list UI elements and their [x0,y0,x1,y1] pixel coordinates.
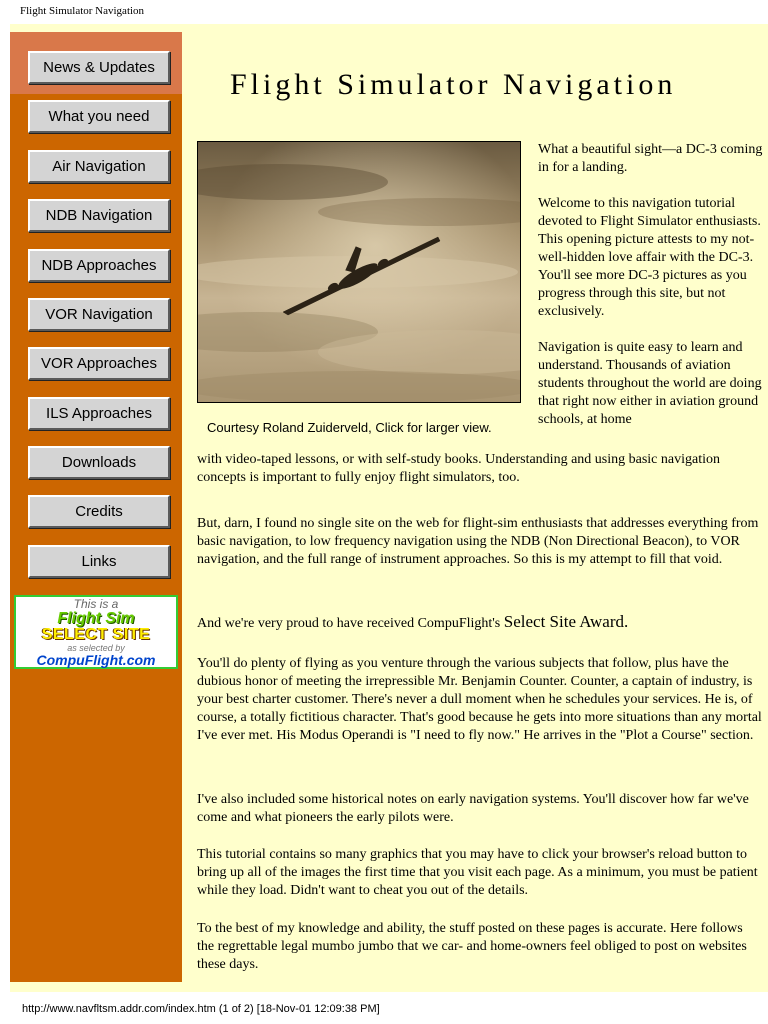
paragraph-no-single-site: But, darn, I found no single site on the web for flight-sim enthusiasts that addresses everything from basic navigation, to low frequency navigation using the NDB (Non Directional Beacon), to VOR navigation, and the full range of instrument approaches. So this is my attempt to fill that void. [197,516,759,567]
award-line-2: Flight Sim [57,610,135,627]
intro-paragraph-3-continued: with video-taped lessons, or with self-study books. Understanding and using basic navigation concepts is important to fully enjoy flight simulators, too. [197,452,720,485]
paragraph-legal: To the best of my knowledge and ability, the stuff posted on these pages is accurate. Here follows the regrettable legal mumbo jumbo that we car- and home-owners feel obliged to post on websites these days. [197,921,747,972]
paragraph-historical-notes: I've also included some historical notes on early navigation systems. You'll discover how far we've come and what pioneers the early pilots were. [197,792,749,825]
dc3-photo-link[interactable] [197,141,521,403]
select-site-award-link[interactable]: Select Site Award. [503,612,629,631]
photo-caption: Courtesy Roland Zuiderveld, Click for larger view. [207,420,492,435]
nav-downloads-button[interactable]: Downloads [28,446,170,479]
paragraph-graphics-reload: This tutorial contains so many graphics that you may have to click your browser's reload button to bring up all of the images the first time that you visit each page. As a minimum, you must be patient while they load. Didn't want to cheat you out of the details. [197,847,758,898]
intro-paragraph-2: Welcome to this navigation tutorial devoted to Flight Simulator enthusiasts. This opening picture attests to my not-well-hidden love affair with the DC-3. You'll see more DC-3 pictures as you progress through this site, but not exclusively. [538,196,761,319]
nav-air-navigation-button[interactable]: Air Navigation [28,150,170,183]
award-line-5: CompuFlight.com [36,652,156,668]
nav-ndb-navigation-button[interactable]: NDB Navigation [28,199,170,232]
page [10,24,768,992]
award-line-3: SELECT SITE [41,626,151,643]
award-line-4: as selected by [67,643,125,653]
nav-vor-approaches-button[interactable]: VOR Approaches [28,347,170,380]
paragraph-award [197,613,762,633]
nav-credits-button[interactable]: Credits [28,495,170,528]
intro-text [538,141,763,447]
sidebar-nav [10,32,182,982]
page-title: Flight Simulator Navigation [230,68,677,101]
nav-links-button[interactable]: Links [28,545,170,578]
nav-what-you-need-button[interactable]: What you need [28,100,170,133]
print-footer-url: http://www.navfltsm.addr.com/index.htm (1 of 2) [18-Nov-01 12:09:38 PM] [22,1003,380,1015]
nav-ndb-approaches-button[interactable]: NDB Approaches [28,249,170,282]
intro-paragraph-1: What a beautiful sight—a DC-3 coming in for a landing. [538,142,763,175]
select-site-award-badge[interactable] [14,595,178,669]
paragraph-benjamin-counter: You'll do plenty of flying as you venture through the various subjects that follow, plus have the dubious honor of meeting the irrepressible Mr. Benjamin Counter. Counter, a captain of industry, is your best charter customer. There's never a dull moment when he schedules your services. He is, of course, a totally fictitious character. That's good because he gets into more situations than any mortal I've ever met. His Modus Operandi is "I need to fly now." He arrives in the "Plot a Course" section. [197,656,762,743]
print-header: Flight Simulator Navigation [20,5,145,17]
dc3-airplane-photo [198,142,520,402]
intro-paragraph-3: Navigation is quite easy to learn and understand. Thousands of aviation students throughout the world are doing that right now either in aviation ground schools, at home [538,340,762,427]
nav-news-updates-button[interactable]: News & Updates [28,51,170,84]
nav-ils-approaches-button[interactable]: ILS Approaches [28,397,170,430]
nav-vor-navigation-button[interactable]: VOR Navigation [28,298,170,331]
award-line-1: This is a [73,597,119,611]
award-text: And we're very proud to have received CompuFlight's [197,616,504,631]
